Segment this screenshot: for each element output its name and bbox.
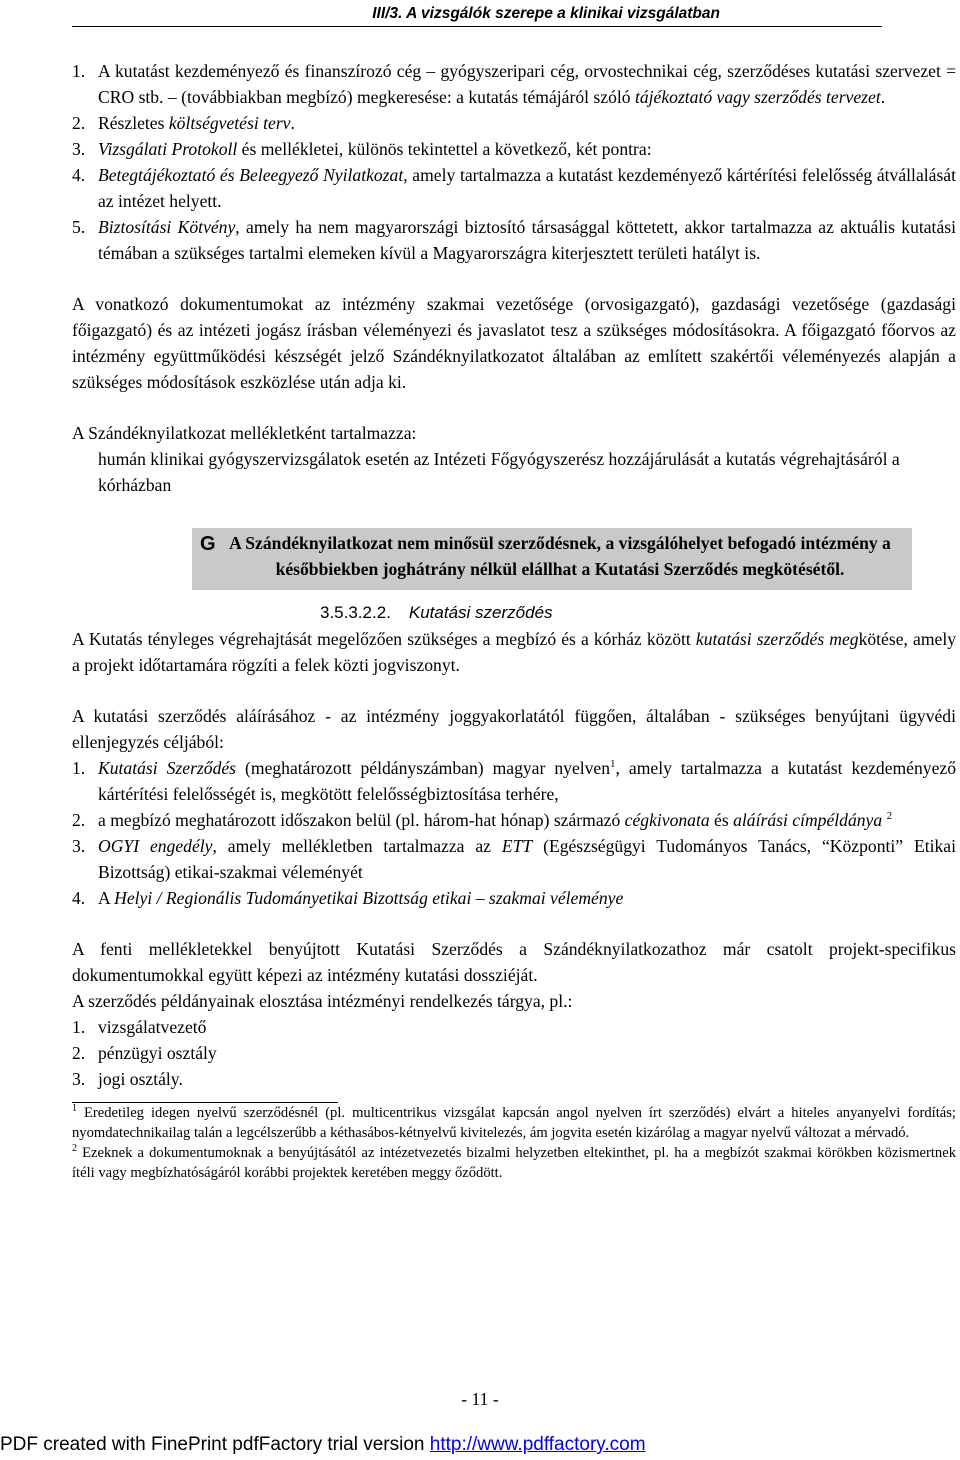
list-number: 3. [72, 1069, 86, 1089]
paragraph-dossier: A fenti mellékletekkel benyújtott Kutatási Szerződés a Szándéknyilatkozathoz már csatolt projekt-specifikus dokumentumokkal együtt képezi az intézmény kutatási dossziéját. [72, 939, 956, 985]
list-number: 1. [72, 758, 86, 778]
list-text [98, 758, 956, 804]
text-run: (Egészségügyi Tudományos Tanács, “Központi” Etikai Bizottság) etikai-szakmai véleményét [98, 836, 956, 882]
list-text [98, 139, 652, 159]
text-run: A kutatást kezdeményező és finanszírozó cég – gyógyszeripari cég, orvostechnikai cég, szerződéses kutatási szervezet = CRO stb. – (továbbiakban megbízó) megkeresése: a kutatás témájáról szóló [98, 61, 956, 107]
italic-text: ETT [501, 836, 533, 856]
list-text [98, 61, 956, 107]
header-title: III/3. A vizsgálók szerepe a klinikai vizsgálatban [372, 5, 720, 22]
list-item [72, 755, 956, 807]
list-item [72, 162, 956, 214]
list-item [72, 1014, 956, 1040]
list-item [72, 807, 956, 833]
callout-symbol: G [200, 533, 216, 555]
text-run: . [290, 113, 295, 133]
list-number: 3. [72, 139, 86, 159]
paragraph-review: A vonatkozó dokumentumokat az intézmény szakmai vezetősége (orvosigazgató), gazdasági vezetősége (gazdasági főigazgató) és az intézeti jogász írásban véleményezi és javaslatot tesz a szükséges módosításokra. A főigazgató főorvos az intézmény együttműködési készségét jelző Szándéknyilatkozatot általában az említett szakértői véleményezés alapján a szükséges módosítások eszközlése után adja ki. [72, 294, 956, 392]
list-text [98, 888, 623, 908]
footnote-ref: 2 [886, 810, 893, 823]
list-item [72, 110, 956, 136]
paragraph-distribution: A szerződés példányainak elosztása intézményi rendelkezés tárgya, pl.: [72, 991, 573, 1011]
list-text [98, 810, 892, 830]
italic-text: Helyi / Regionális Tudományetikai Bizottság etikai – szakmai véleménye [114, 888, 624, 908]
list-number: 2. [72, 810, 86, 830]
list-number: 4. [72, 888, 86, 908]
italic-text: tájékoztató vagy szerződés tervezet [634, 87, 881, 107]
list-item [72, 58, 956, 110]
paragraph-annex-item: humán klinikai gyógyszervizsgálatok esetén az Intézeti Főgyógyszerész hozzájárulását a kutatás végrehajtásáról a kórházban [98, 449, 900, 495]
header-rule [72, 26, 882, 27]
list-item [72, 1066, 956, 1092]
italic-text: aláírási címpéldánya [733, 810, 883, 830]
italic-text: Vizsgálati Protokoll [98, 139, 238, 159]
text-run: a megbízó meghatározott időszakon belül (pl. három-hat hónap) származó [98, 810, 625, 830]
italic-text: költségvetési terv [168, 113, 291, 133]
italic-text: OGYI engedély [98, 836, 213, 856]
list-number: 3. [72, 836, 86, 856]
text-run: és [709, 810, 734, 830]
list-number: 1. [72, 61, 86, 81]
text-run: . [880, 87, 886, 107]
list-item [72, 885, 956, 911]
footnote-text: Ezeknek a dokumentumoknak a benyújtásától az intézetvezetés bizalmi helyzetben eltekinthet, pl. ha a megbízót szakmai körökben közismertnek ítéli vagy megbízhatóságáról korábbi projektek keretében meggy őződött. [72, 1145, 956, 1181]
paragraph-submission: A kutatási szerződés aláírásához - az intézmény joggyakorlatától függően, általában - szükséges benyújtani ügyvédi ellenjegyzés céljából: [72, 706, 956, 752]
text-run: kötése, amely a projekt időtartamára rögzíti a felek közti jogviszonyt. [72, 629, 957, 675]
list-text [98, 217, 956, 263]
footnote-1 [72, 1103, 956, 1143]
callout-box [192, 528, 912, 590]
submission-list [72, 755, 956, 911]
text-run: Részletes [98, 113, 169, 133]
paragraph-annex-intro: A Szándéknyilatkozat mellékletként tartalmazza: [72, 423, 417, 443]
page-body [72, 58, 956, 1183]
text-run: , amely tartalmazza a kutatást kezdeményező kártérítési felelősség átvállalását az intézet helyett. [98, 165, 956, 211]
callout-text: A Szándéknyilatkozat nem minősül szerződésnek, a vizsgálóhelyet befogadó intézmény a későbbiekben joghátrány nélkül elállhat a Kutatási Szerződés megkötésétől. [229, 533, 891, 579]
list-text: vizsgálatvezető [98, 1017, 207, 1037]
text-run: (meghatározott példányszámban) magyar nyelven [236, 758, 611, 778]
list-number: 1. [72, 1017, 86, 1037]
list-number: 2. [72, 1043, 86, 1063]
list-text [98, 836, 956, 882]
section-heading [320, 600, 956, 626]
italic-text: Kutatási Szerződés [98, 758, 237, 778]
italic-text: Biztosítási Kötvény [98, 217, 236, 237]
list-number: 2. [72, 113, 86, 133]
list-item [72, 136, 956, 162]
list-text [98, 113, 295, 133]
list-item [72, 833, 956, 885]
list-text: jogi osztály. [98, 1069, 183, 1089]
distribution-list [72, 1014, 956, 1092]
list-item [72, 1040, 956, 1066]
italic-text: Betegtájékoztató és Beleegyező Nyilatkozat [98, 165, 404, 185]
text-run: A Kutatás tényleges végrehajtását megelőzően szükséges a megbízó és a kórház között [72, 629, 696, 649]
text-run: , amely mellékletben tartalmazza az [212, 836, 502, 856]
text-run: , amely tartalmazza a kutatást kezdeményező kártérítési felelősségét is, megkötött felelősségbiztosítása terhére, [98, 758, 957, 804]
pdf-footer [0, 1432, 960, 1458]
list-number: 5. [72, 217, 86, 237]
footnote-mark: 2 [72, 1143, 77, 1155]
footnote-2 [72, 1143, 956, 1183]
footer-text: PDF created with FinePrint pdfFactory trial version [0, 1434, 430, 1455]
footnote-ref: 1 [610, 758, 616, 771]
section-number: 3.5.3.2.2. [320, 603, 391, 622]
text-run: , amely ha nem magyarországi biztosító társasággal köttetett, akkor tartalmazza az aktuális kutatási témában a szükséges tartalmi elemeken kívül a Magyarországra kiterjesztett területi hatályt is. [98, 217, 956, 263]
text-run: és mellékletei, különös tekintettel a következő, két pontra: [237, 139, 652, 159]
page-number: - 11 - [461, 1389, 499, 1409]
running-header [0, 0, 960, 26]
intro-list [72, 58, 956, 266]
footnote-text: Eredetileg idegen nyelvű szerződésnél (pl. multicentrikus vizsgálat kapcsán angol nyelven írt szerződés) elvárt a hiteles anyanyelvi fordítás; nyomdatechnikailag talán a legcélszerűbb a kéthasábos-kétnyelvű kivitelezés, ám jogvita esetén kizárólag a magyar nyelvű változat a mérvadó. [72, 1105, 956, 1141]
list-item [72, 214, 956, 266]
italic-text: kutatási szerződés meg [695, 629, 859, 649]
paragraph-contract [72, 626, 956, 678]
section-title: Kutatási szerződés [408, 603, 553, 622]
text-run: A [98, 888, 115, 908]
list-number: 4. [72, 165, 86, 185]
italic-text: cégkivonata [624, 810, 710, 830]
footnote-mark: 1 [72, 1103, 77, 1115]
footer-link[interactable]: http://www.pdffactory.com [429, 1434, 646, 1455]
list-text: pénzügyi osztály [98, 1043, 217, 1063]
list-text [98, 165, 956, 211]
paragraph-contract-text [72, 629, 956, 675]
